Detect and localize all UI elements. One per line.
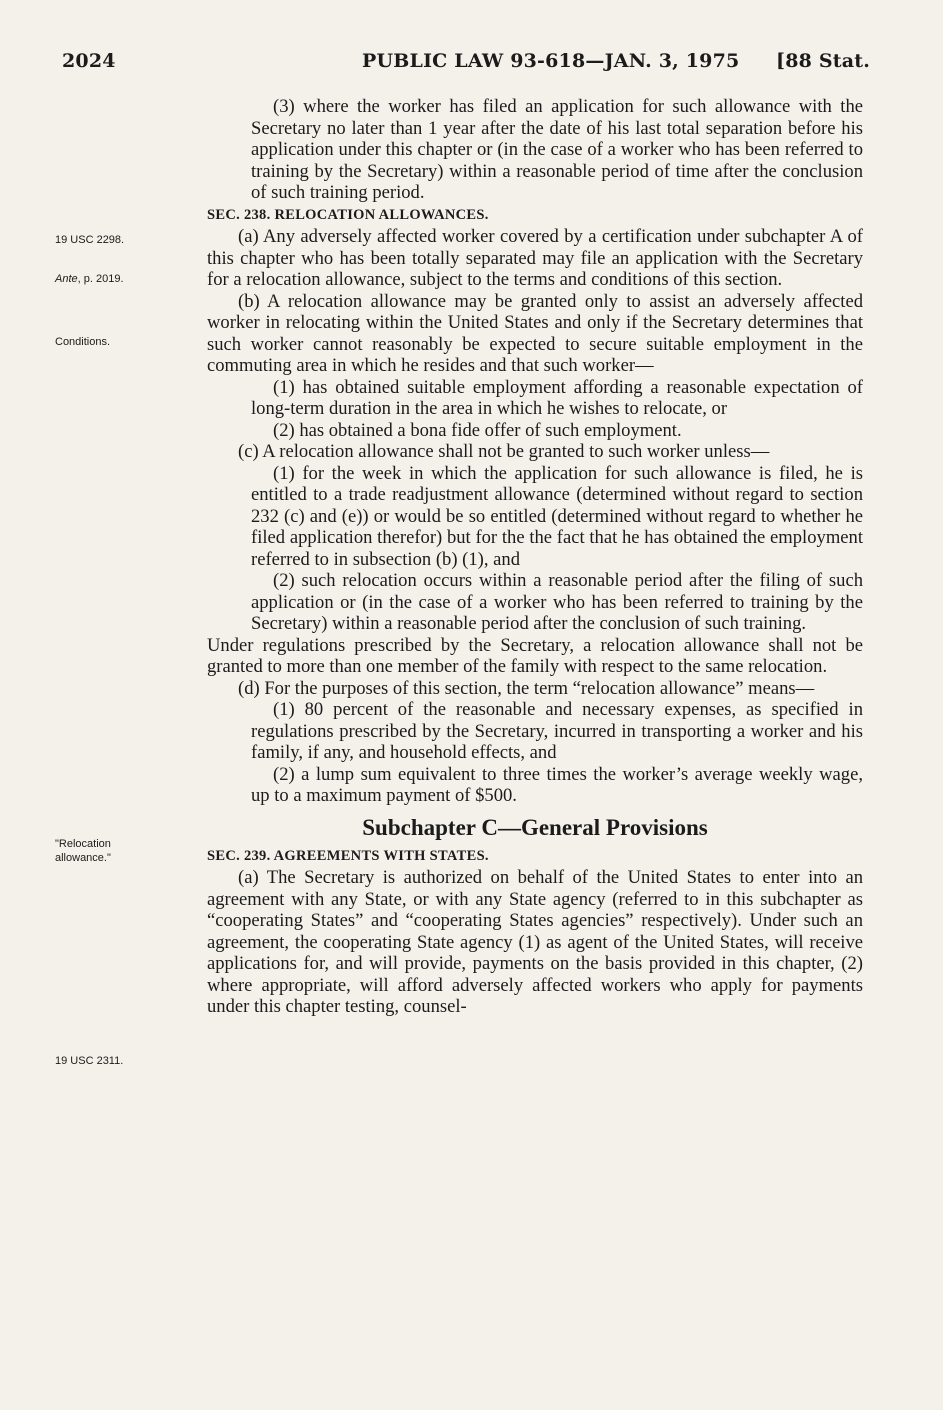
running-title: PUBLIC LAW 93-618—JAN. 3, 1975 xyxy=(362,50,740,72)
margin-note-ante xyxy=(55,272,124,286)
paragraph-regulations: Under regulations prescribed by the Secretary, a relocation allowance shall not be granted to more than one member of the family with respect to the same relocation. xyxy=(207,634,863,677)
paragraph-b1: (1) has obtained suitable employment affording a reasonable expectation of long-term duration in the area in which he wishes to relocate, or xyxy=(251,376,863,419)
paragraph-c2: (2) such relocation occurs within a reasonable period after the filing of such application or (in the case of a worker who has been referred to training by the Secretary) within a reasonable period after the conclusion of such training. xyxy=(251,570,863,634)
paragraph-c1: (1) for the week in which the application for such allowance is filed, he is entitled to a trade readjustment allowance (determined without regard to section 232 (c) and (e)) or would be so entitled (determined without regard to whether he filed application therefor) but for the the fact that he has obtained the employment referred to in subsection (b) (1), and xyxy=(251,462,863,570)
document-body xyxy=(207,96,863,1018)
paragraph-d1: (1) 80 percent of the reasonable and necessary expenses, as specified in regulations prescribed by the Secretary, incurred in transporting a worker and his family, if any, and household effects, and xyxy=(251,699,863,763)
margin-note-ante-page: , p. 2019. xyxy=(77,273,124,285)
paragraph-d2: (2) a lump sum equivalent to three times the worker’s average weekly wage, up to a maximum payment of $500. xyxy=(251,763,863,806)
section-239-heading: SEC. 239. AGREEMENTS WITH STATES. xyxy=(207,847,489,864)
margin-note-ante-word: Ante xyxy=(55,273,78,285)
section-238-heading: SEC. 238. RELOCATION ALLOWANCES. xyxy=(207,206,489,223)
page-number: 2024 xyxy=(62,50,116,72)
paragraph-b2: (2) has obtained a bona fide offer of such employment. xyxy=(273,419,682,441)
paragraph-c: (c) A relocation allowance shall not be granted to such worker unless— xyxy=(238,441,770,462)
margin-note-usc-2298: 19 USC 2298. xyxy=(55,234,125,246)
margin-note-allowance: allowance." xyxy=(55,852,111,864)
paragraph-239a: (a) The Secretary is authorized on behalf of the United States to enter into an agreement with any State, or with any State agency (referred to in this subchapter as “cooperating States” and “cooperating States agencies” respectively). Under such an agreement, the cooperating State agency (1) as agent of the United States, will receive applications for, and will provide, payments on the basis provided in this chapter, (2) where appropriate, will afford adversely affected workers who apply for payments under this chapter testing, counsel- xyxy=(207,867,863,1017)
paragraph-a: (a) Any adversely affected worker covered by a certification under subchapter A of this chapter who has been totally separated may file an application with the Secretary for a relocation allowance, subject to the terms and conditions of this section. xyxy=(207,226,863,290)
paragraph-3: (3) where the worker has filed an application for such allowance with the Secretary no later than 1 year after the date of his last total separation before his application under this chapter or (in the case of a worker who has been referred to training by the Secretary) within a reasonable period of time after the conclusion of such training period. xyxy=(251,96,863,203)
margin-note-usc-2311: 19 USC 2311. xyxy=(55,1055,124,1067)
statute-reference: [88 Stat. xyxy=(776,50,871,72)
margin-note-relocation: "Relocation xyxy=(55,838,111,850)
paragraph-d: (d) For the purposes of this section, the term “relocation allowance” means— xyxy=(238,677,815,699)
margin-note-conditions: Conditions. xyxy=(55,336,111,348)
subchapter-c-heading: Subchapter C—General Provisions xyxy=(362,814,708,840)
paragraph-b: (b) A relocation allowance may be granted only to assist an adversely affected worker in relocating within the United States and only if the Secretary determines that such worker cannot reasonably be expected to secure suitable employment in the commuting area in which he resides and that such worker— xyxy=(207,290,863,376)
